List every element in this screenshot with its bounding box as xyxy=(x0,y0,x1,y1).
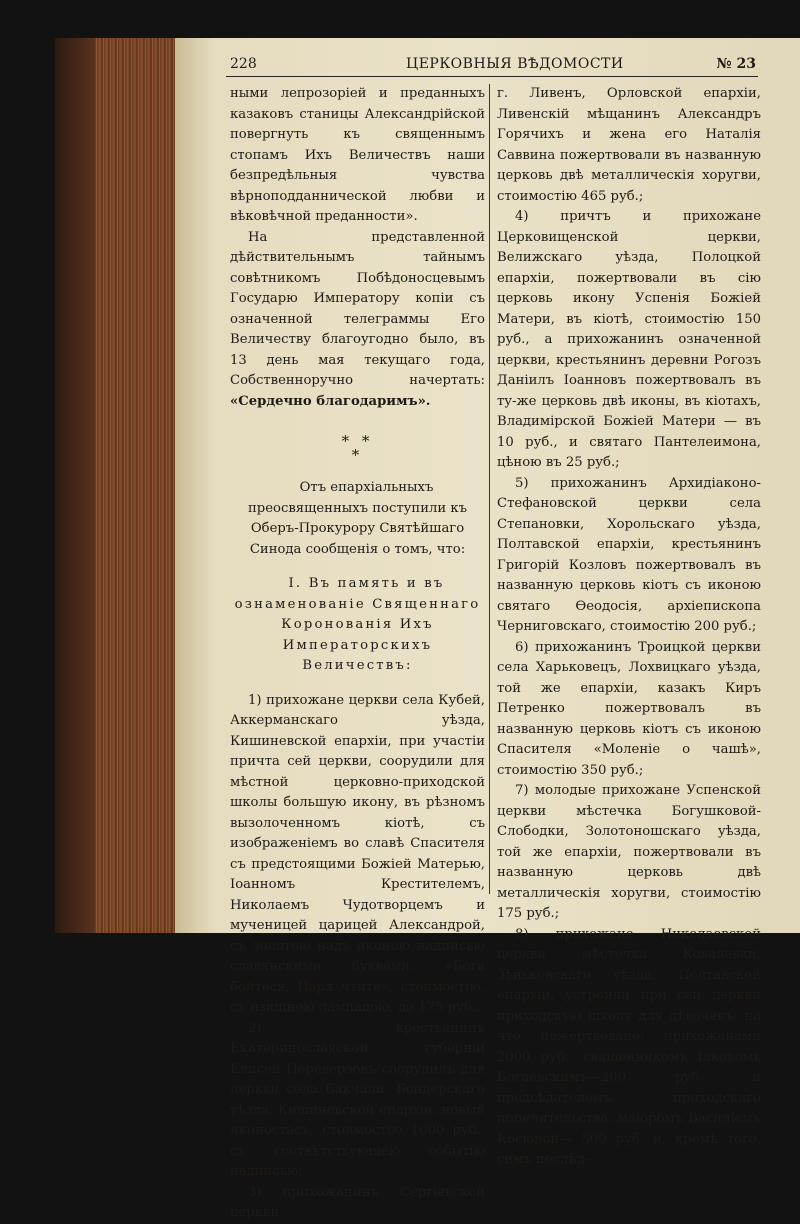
section-heading: I. Въ память и въ ознаменованіе Священнаго Коронованія Ихъ Императорскихъ Величествъ: xyxy=(234,576,481,673)
book-spine-shadow xyxy=(55,38,95,933)
column-divider xyxy=(489,84,490,894)
left-paragraph-2-text: На представленной дѣйствительнымъ тайнымъ совѣтникомъ Побѣдоносцевымъ Государю Императору копіи съ означенной телеграммы Его Величеству благоугодно было, въ 13 день мая текущаго года, Собственноручно начертать: xyxy=(230,229,485,388)
right-column xyxy=(497,84,761,1171)
item-5: 5) прихожанинъ Архидіаконо-Стефановской церкви села Степановки, Хорольскаго уѣзда, Полтавской епархіи, крестьянинъ Григорій Козловъ пожертвовалъ въ названную церковь кіотъ съ иконою святаго Ѳеодосія, архіепископа Черниговскаго, стоимостію 200 руб.; xyxy=(497,475,761,634)
left-paragraph-1: ными лепрозоріей и преданныхъ казаковъ станицы Александрійской повергнуть къ священнымъ стопамъ Ихъ Величествъ наши безпредѣльныя чувства вѣрноподданнической любви и вѣковѣчной преданности». xyxy=(230,86,485,224)
left-paragraph-2-quote: «Сердечно благодаримъ». xyxy=(230,393,431,409)
page-number: 228 xyxy=(230,56,257,72)
item-1: 1) прихожане церкви села Кубей, Аккерманскаго уѣзда, Кишиневской епархіи, при участіи причта сей церкви, соорудили для мѣстной церковно-приходской школы большую икону, въ рѣзномъ вызолоченномъ кіотѣ, съ изображеніемъ во славѣ Спасителя съ предстоящими Божіей Матерью, Іоанномъ Крестителемъ, Николаемъ Чудотворцемъ и мученицей царицей Александрой, съ золотою надъ иконою надписью славянскими буквами: «Бога бойтеся, Царя чтите», стоимостію, съ изящною лампадою, до 175 руб.; xyxy=(230,692,485,1015)
left-column xyxy=(230,84,485,1224)
item-7: 7) молодые прихожане Успенской церкви мѣстечка Богушковой-Слободки, Золотоношскаго уѣзда, той же епархіи, пожертвовали въ названную церковь двѣ металлическія хоругви, стоимостію 175 руб.; xyxy=(497,783,761,921)
item-3: 3) прихожанинъ Сергіевской церкви xyxy=(230,1184,485,1220)
journal-title: ЦЕРКОВНЫЯ ВѢДОМОСТИ xyxy=(406,56,624,72)
item-6: 6) прихожанинъ Троицкой церкви села Харьковецъ, Лохвицкаго уѣзда, той же епархіи, казакъ Киръ Петренко пожертвовалъ въ названную церковь кіотъ съ иконою Спасителя «Моленіе о чашѣ», стоимостію 350 руб.; xyxy=(497,639,761,778)
section-separator-stars: * * * xyxy=(341,432,374,464)
intro-paragraph: Отъ епархіальныхъ преосвященныхъ поступили къ Оберъ-Прокурору Святѣйшаго Синода сообщенія о томъ, что: xyxy=(247,480,467,557)
item-2: 2) крестьянинъ Екатеринославской губерніи Елисей Переверзовъ соорудилъ для церкви села Бакчали, Бендерскаго уѣзда, Кишиневской епархіи, новый иконостасъ, стоимостію 1000 руб., съ соотвѣтствующею событію надписью; xyxy=(230,1020,485,1179)
item-8: 8) прихожане Николаевской церкви мѣстечка Ковалевки, Зѣньковскаго уѣзда, Полтавской епархіи, устроили при сей церкви приходскую школу для дѣвочекъ, на что пожертвовано: прихожанами 2000 руб., священникомъ Іаковомъ Богаевскимъ—200 руб. и предсѣдателемъ приходскаго попечительства, маіоромъ Василіемъ Косюрой— 500 руб. и, кромѣ того, симъ послѣд- xyxy=(497,926,761,1167)
page-header xyxy=(226,54,758,77)
issue-number: № 23 xyxy=(716,56,756,72)
left-paragraph-2 xyxy=(230,228,485,413)
right-paragraph-1: г. Ливенъ, Орловской епархіи, Ливенскій мѣщанинъ Александръ Горячихъ и жена его Наталія Саввина пожертвовали въ названную церковь двѣ металлическія хоругви, стоимостію 465 руб.; xyxy=(497,86,761,204)
item-4: 4) причтъ и прихожане Церковищенской церкви, Велижскаго уѣзда, Полоцкой епархіи, пожертвовали въ сію церковь икону Успенія Божіей Матери, въ кіотѣ, стоимостію 150 руб., а прихожанинъ означенной церкви, крестьянинъ деревни Рогозъ Даніилъ Іоанновъ пожертвовалъ въ ту-же церковь двѣ иконы, въ кіотахъ, Владимірской Божіей Матери — въ 10 руб., и святаго Пантелеимона, цѣною въ 25 руб.; xyxy=(497,209,761,470)
